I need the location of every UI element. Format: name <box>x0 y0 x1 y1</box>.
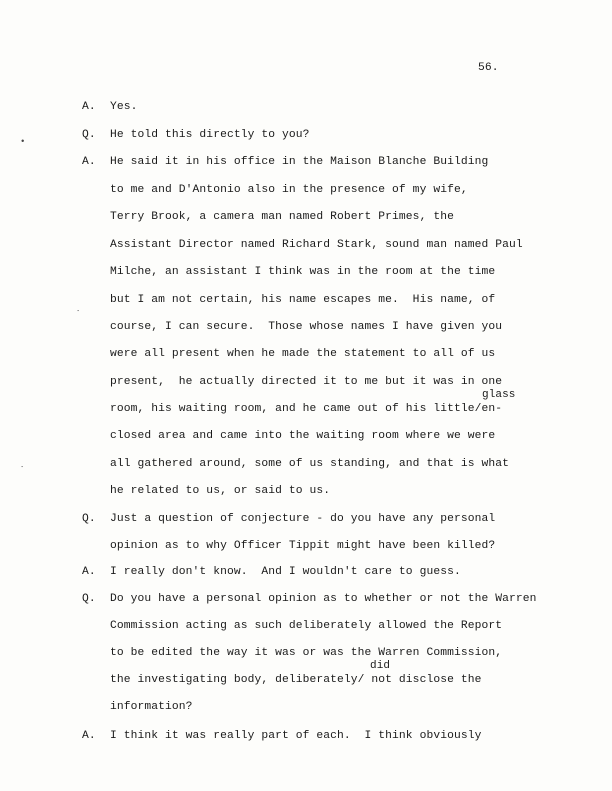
scan-speck: ⋅ <box>76 308 81 316</box>
transcript-line: Commission acting as such deliberately allowed the Report <box>110 620 503 632</box>
transcript-line: He said it in his office in the Maison Blanche Building <box>110 156 489 168</box>
transcript-line: Just a question of conjecture - do you have any personal <box>110 513 496 525</box>
speaker-label: Q. <box>82 129 96 141</box>
transcript-line: Do you have a personal opinion as to whether or not the Warren <box>110 593 537 605</box>
transcript-line: Milche, an assistant I think was in the room at the time <box>110 266 496 278</box>
transcript-line: I think it was really part of each. I think obviously <box>110 730 482 742</box>
transcript-line: the investigating body, deliberately/ not disclose the <box>110 674 482 686</box>
transcript-line: closed area and came into the waiting room where we were <box>110 430 496 442</box>
transcript-line: he related to us, or said to us. <box>110 485 331 497</box>
transcript-line: opinion as to why Officer Tippit might have been killed? <box>110 540 496 552</box>
handwritten-insertion: glass <box>482 389 516 401</box>
transcript-line: all gathered around, some of us standing, and that is what <box>110 458 509 470</box>
transcript-line: to me and D'Antonio also in the presence of my wife, <box>110 184 468 196</box>
scan-speck: ⋅ <box>20 464 25 472</box>
page-number: 56. <box>478 62 499 74</box>
transcript-line: Assistant Director named Richard Stark, sound man named Paul <box>110 239 523 251</box>
transcript-line: course, I can secure. Those whose names I have given you <box>110 321 503 333</box>
speaker-label: A. <box>82 566 96 578</box>
scan-speck: • <box>20 137 26 147</box>
speaker-label: Q. <box>82 593 96 605</box>
transcript-line: present, he actually directed it to me but it was in one <box>110 376 503 388</box>
transcript-line: were all present when he made the statement to all of us <box>110 348 496 360</box>
speaker-label: A. <box>82 730 96 742</box>
transcript-line: I really don't know. And I wouldn't care to guess. <box>110 566 461 578</box>
speaker-label: A. <box>82 101 96 113</box>
transcript-line: Terry Brook, a camera man named Robert Primes, the <box>110 211 454 223</box>
speaker-label: Q. <box>82 513 96 525</box>
transcript-line: Yes. <box>110 101 138 113</box>
transcript-line: but I am not certain, his name escapes me. His name, of <box>110 294 496 306</box>
transcript-line: to be edited the way it was or was the Warren Commission, <box>110 647 503 659</box>
speaker-label: A. <box>82 156 96 168</box>
handwritten-insertion: did <box>370 660 391 672</box>
transcript-line: information? <box>110 701 193 713</box>
transcript-line: room, his waiting room, and he came out of his little/en- <box>110 403 503 415</box>
transcript-line: He told this directly to you? <box>110 129 310 141</box>
